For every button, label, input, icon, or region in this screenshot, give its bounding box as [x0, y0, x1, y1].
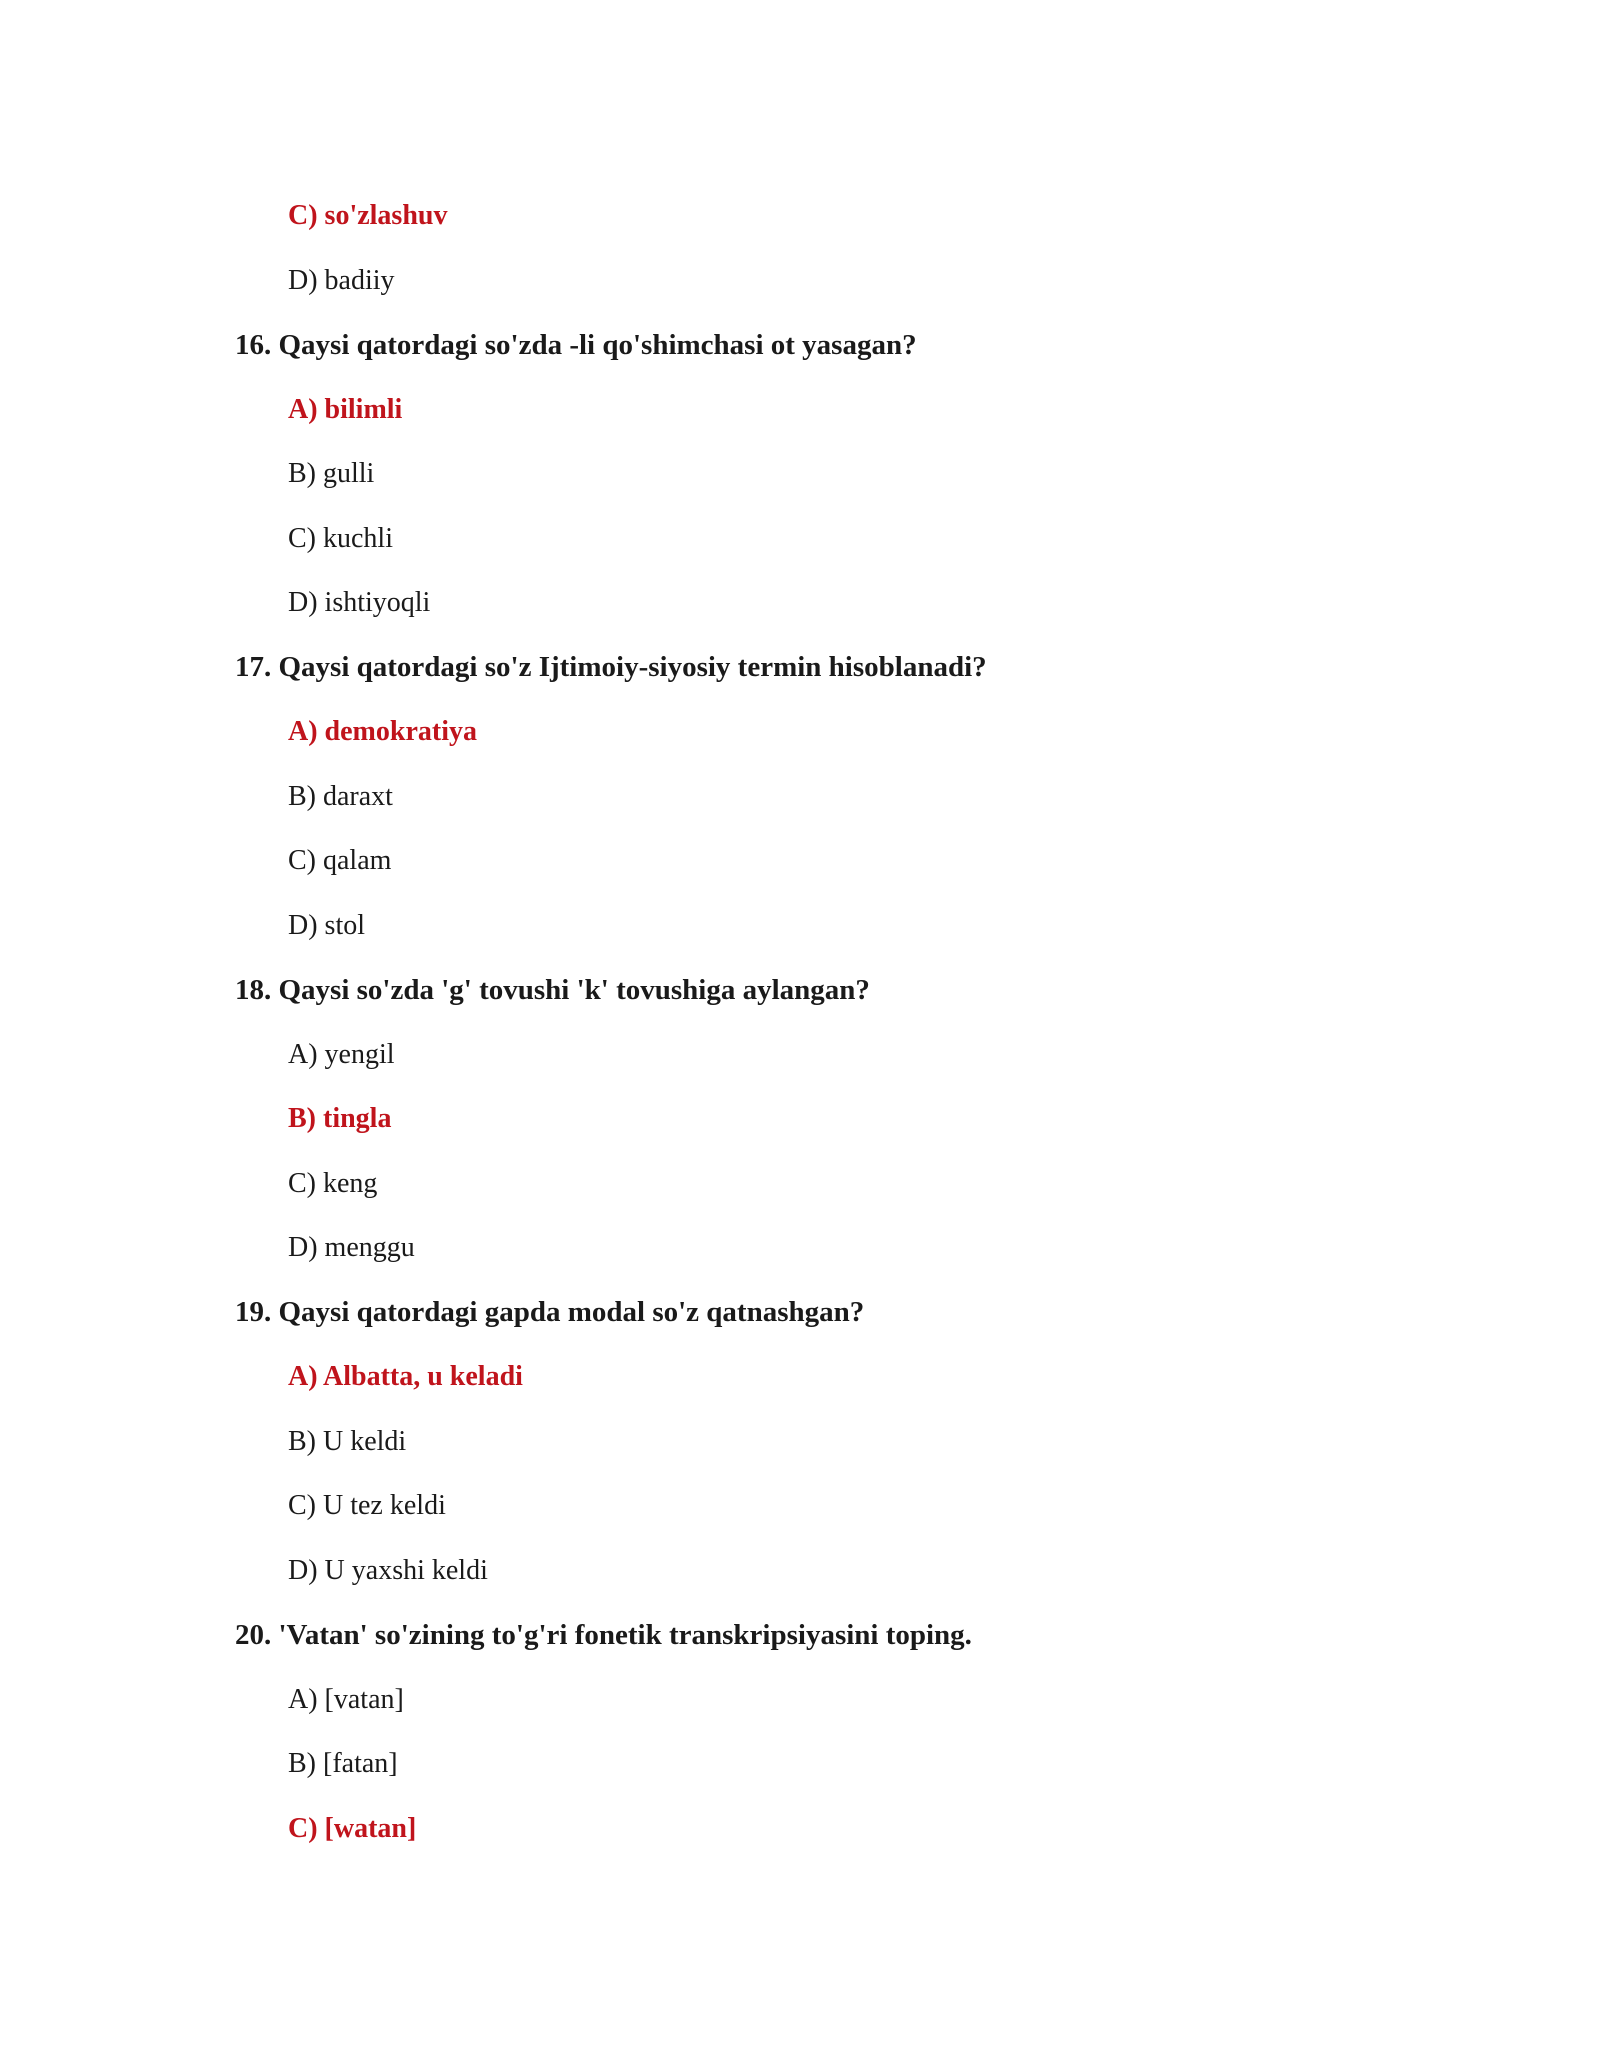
- answer-option: B) tingla: [288, 1103, 392, 1135]
- answer-option: D) stol: [288, 909, 365, 941]
- question-heading: 16. Qaysi qatordagi so'zda -li qo'shimchasi ot yasagan?: [235, 328, 917, 361]
- answer-option: D) U yaxshi keldi: [288, 1554, 488, 1586]
- answer-option: B) [fatan]: [288, 1748, 398, 1780]
- answer-option: B) daraxt: [288, 780, 393, 812]
- question-heading: 20. 'Vatan' so'zining to'g'ri fonetik transkripsiyasini toping.: [235, 1618, 972, 1651]
- question-heading: 19. Qaysi qatordagi gapda modal so'z qatnashgan?: [235, 1296, 865, 1329]
- answer-option: A) yengil: [288, 1038, 395, 1070]
- answer-option: D) ishtiyoqli: [288, 587, 431, 619]
- answer-option: C) keng: [288, 1167, 378, 1199]
- answer-option: C) qalam: [288, 845, 392, 877]
- answer-option: A) demokratiya: [288, 716, 477, 748]
- answer-option: B) U keldi: [288, 1425, 407, 1457]
- answer-option: C) so'zlashuv: [288, 200, 448, 232]
- question-heading: 17. Qaysi qatordagi so'z Ijtimoiy-siyosiy termin hisoblanadi?: [235, 651, 987, 684]
- answer-option: D) menggu: [288, 1232, 415, 1264]
- question-heading: 18. Qaysi so'zda 'g' tovushi 'k' tovushiga aylangan?: [235, 973, 870, 1006]
- answer-option: C) kuchli: [288, 522, 393, 554]
- answer-option: D) badiiy: [288, 264, 395, 296]
- answer-option: C) [watan]: [288, 1812, 417, 1844]
- quiz-content: [235, 184, 1435, 1861]
- answer-option: A) Albatta, u keladi: [288, 1361, 523, 1393]
- answer-option: C) U tez keldi: [288, 1490, 446, 1522]
- answer-option: A) [vatan]: [288, 1683, 404, 1715]
- answer-option: B) gulli: [288, 458, 375, 490]
- answer-option: A) bilimli: [288, 393, 403, 425]
